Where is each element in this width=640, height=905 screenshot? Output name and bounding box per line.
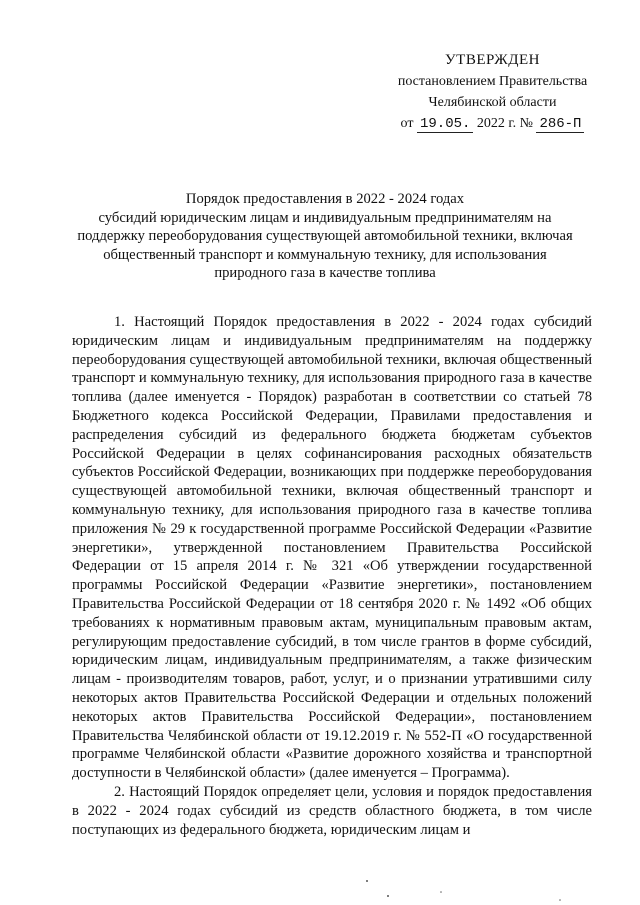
title-line-2: субсидий юридическим лицам и индивидуальным предпринимателям на <box>98 209 552 226</box>
approval-number: 286-П <box>536 116 584 133</box>
scan-speck <box>440 891 442 893</box>
approval-number-label: № <box>519 116 533 131</box>
paragraph-1: 1. Настоящий Порядок предоставления в 2022 - 2024 годах субсидий юридическим лицам и индивидуальным предпринимателям на поддержку переоборудования существующей автомобильной техники, включая общественный транспорт и коммунальную технику, для использования природного газа в качестве топлива (далее именуется - Порядок) разработан в соответствии со статьей 78 Бюджетного кодекса Российской Федерации, Правилами предоставления и распределения субсидий из федерального бюджета бюджетам субъектов Российской Федерации в целях софинансирования расходных обязательств субъектов Российской Федерации, возникающих при поддержке переоборудования существующей автомобильной техники, включая общественный транспорт и коммунальную технику, для использования природного газа в качестве топлива приложения № 29 к государственной программе Российской Федерации «Развитие энергетики», утвержденной постановлением Правительства Российской Федерации от 15 апреля 2014 г. № 321 «Об утверждении государственной программы Российской Федерации «Развитие энергетики», постановлением Правительства Российской Федерации от 18 сентября 2020 г. № 1492 «Об общих требованиях к нормативным правовым актам, муниципальным правовым актам, регулирующим предоставление субсидий, в том числе грантов в форме субсидий, юридическим лицам, индивидуальным предпринимателям, а также физическим лицам - производителям товаров, работ, услуг, и о признании утратившими силу некоторых актов Правительства Российской Федерации и отдельных положений некоторых актов Правительства Российской Федерации», постановлением Правительства Челябинской области от 19.12.2019 г. № 552-П «О государственной программе Челябинской области «Развитие дорожного хозяйства и транспортной доступности в Челябинской области» (далее именуется – Программа). <box>72 314 592 782</box>
approval-line-1: постановлением Правительства <box>397 74 588 89</box>
approval-heading: УТВЕРЖДЕН <box>445 52 540 68</box>
approval-year: 2022 г. <box>476 116 517 131</box>
title-line-4: общественный транспорт и коммунальную технику, для использования <box>103 246 547 263</box>
approval-from-label: от <box>400 116 414 131</box>
paragraph-2: 2. Настоящий Порядок определяет цели, условия и порядок предоставления в 2022 - 2024 годах субсидий из средств областного бюджета, в том числе поступающих из федерального бюджета, юридическим лицам и <box>72 783 592 838</box>
approval-date: 19.05. <box>417 116 473 133</box>
scan-speck <box>366 880 368 882</box>
title-line-1: Порядок предоставления в 2022 - 2024 годах <box>185 191 465 207</box>
approval-line-2: Челябинской области <box>428 95 557 110</box>
scan-speck <box>387 895 389 897</box>
scan-speck <box>559 899 561 901</box>
title-line-3: поддержку переоборудования существующей автомобильной техники, включая <box>77 228 573 244</box>
title-line-5: природного газа в качестве топлива <box>214 265 436 281</box>
